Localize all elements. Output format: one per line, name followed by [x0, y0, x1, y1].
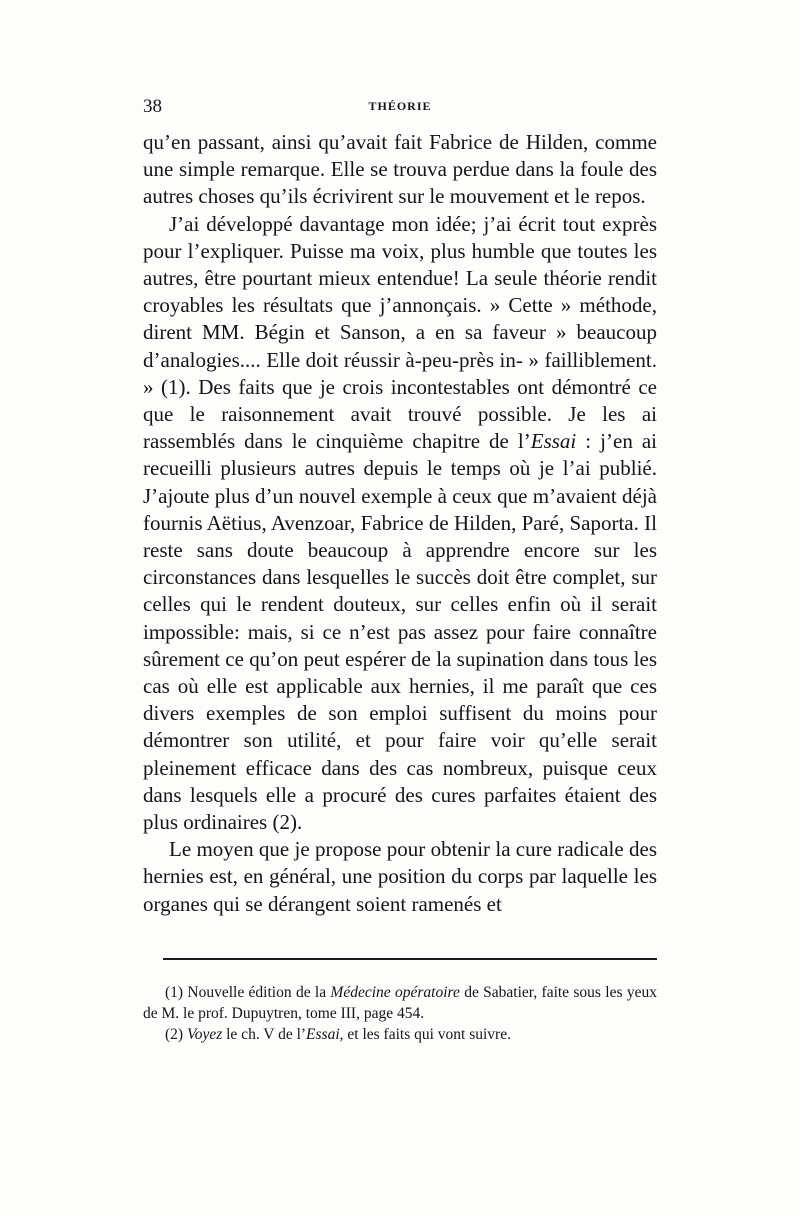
page-header: [143, 96, 657, 122]
footnote-2-italic-2: Essai: [306, 1025, 340, 1043]
footnote-1-part-a: (1) Nouvelle édition de la: [165, 983, 331, 1001]
essai-title: Essai: [530, 429, 577, 454]
footnote-2-part-c: , et les faits qui vont suivre.: [339, 1025, 511, 1043]
footnotes: [143, 982, 657, 1045]
paragraph-1: qu’en passant, ainsi qu’avait fait Fabrice de Hilden, comme une simple remarque. Elle se trouva perdue dans la foule des autres choses qu’ils écrivirent sur le mouvement et le repos.: [143, 130, 657, 209]
footnote-rule: [163, 958, 657, 960]
paragraph-2-part-b: : j’en ai recueilli plusieurs autres depuis le temps où je l’ai publié. J’ajoute plus d’un nouvel exemple à ceux que m’avaient déjà fournis Aëtius, Avenzoar, Fabrice de Hilden, Paré, Saporta. Il reste sans doute beaucoup à apprendre encore sur les circonstances dans lesquelles le succès doit être complet, sur celles qui le rendent douteux, sur celles enfin où il serait impossible: mais, si ce n’est pas assez pour faire connaître sûrement ce qu’on peut espérer de la supination dans tous les cas où elle est applicable aux hernies, il me paraît que ces divers exemples de son emploi suffisent du moins pour démontrer son utilité, et pour faire voir qu’elle serait pleinement efficace dans des cas nombreux, puisque ceux dans lesquels elle a procuré des cures parfaites étaient des plus ordinaires (2).: [143, 429, 658, 835]
footnote-1-part-b: de Sabatier, faite sous les yeux de M. le prof. Dupuytren, tome III, page 454.: [143, 983, 657, 1022]
book-page: [143, 96, 657, 1045]
page-number: 38: [143, 96, 162, 117]
paragraph-2: [143, 211, 657, 837]
paragraph-2-part-a: J’ai développé davantage mon idée; j’ai écrit tout exprès pour l’expliquer. Puisse ma voix, plus humble que toutes les autres, être pourtant mieux entendue! La seule théorie rendit croyables les résultats que j’annonçais. » Cette » méthode, dirent MM. Bégin et Sanson, a en sa faveur » beaucoup d’analogies.... Elle doit réussir à-peu-près in- » failliblement. » (1). Des faits que je crois incontestables ont démontré ce que le raisonnement avait trouvé possible. Je les ai rassemblés dans le cinquième chapitre de l’: [143, 211, 657, 454]
paragraph-3: Le moyen que je propose pour obtenir la cure radicale des hernies est, en général, une position du corps par laquelle les organes qui se dérangent soient ramenés et: [143, 837, 657, 916]
running-head: THÉORIE: [368, 99, 432, 113]
footnote-1: [143, 982, 657, 1024]
footnote-2-italic-1: Voyez: [186, 1025, 223, 1043]
footnote-2-part-a: (2): [165, 1025, 187, 1043]
footnote-2-part-b: le ch. V de l’: [222, 1025, 307, 1043]
footnote-1-italic: Médecine opératoire: [330, 983, 460, 1001]
body-text: [143, 129, 657, 918]
footnote-2: [143, 1024, 657, 1045]
